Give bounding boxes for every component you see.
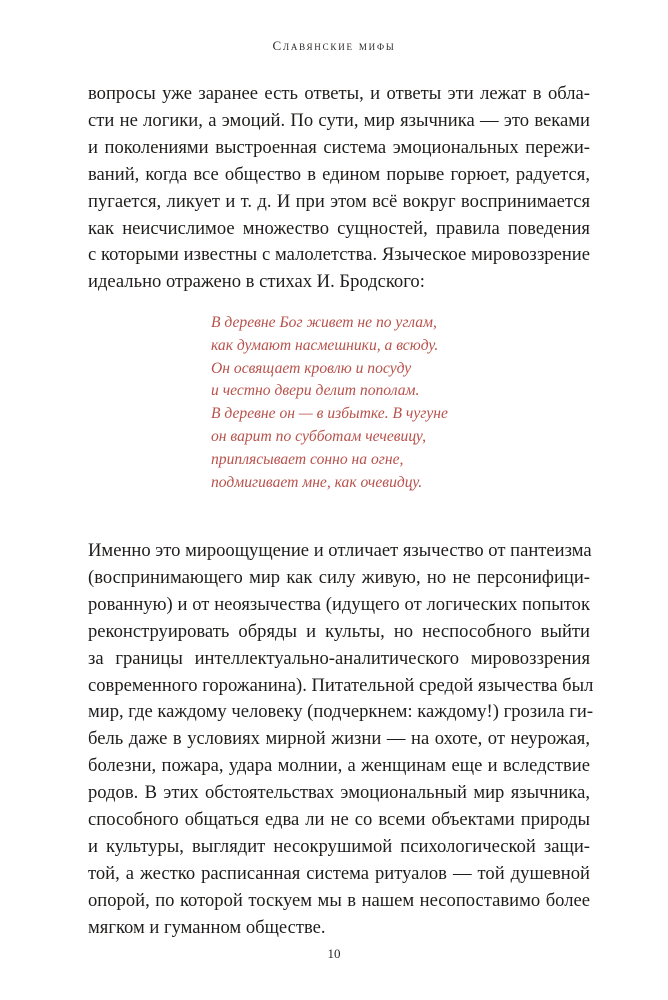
text-line: и поколениями выстроенная система эмоциональных пережи- [88,136,590,158]
paragraph-2 [88,538,594,942]
text-line: родов. В этих обстоятельствах эмоциональный мир язычника, [88,782,590,804]
verse-line: В деревне Бог живет не по углам, [211,314,437,331]
verse-quote [211,312,471,494]
text-line: способного общаться едва ли не со всеми объектами природы [88,809,590,831]
text-line: болезни, пожара, удара молнии, а женщинам еще и вследствие [88,755,590,777]
text-line: бель даже в условиях мирной жизни — на охоте, от неурожая, [88,728,590,750]
text-line: как неисчислимое множество сущностей, правила поведения [88,217,590,239]
text-line: с которыми известны с малолетства. Языческое мировоззрение [88,244,590,266]
verse-line: и честно двери делит пополам. [211,382,420,400]
text-line: той, а жестко расписанная система ритуалов — той душевной [88,862,590,884]
text-line: рованную) и от неоязычества (идущего от логических попыток [88,593,590,615]
verse-line: В деревне он — в избытке. В чугуне [211,405,448,423]
running-head: Славянские мифы [272,38,396,53]
verse-line: Он освящает кровлю и посуду [211,359,412,377]
text-line: ваний, когда все общество в едином порыве горюет, радуется, [88,163,590,185]
text-line: опорой, по которой тоскуем мы в нашем несопоставимо более [88,889,590,911]
text-line: (воспринимающего мир как силу живую, но не персонифици- [88,566,590,588]
text-line: мягком и гуманном обществе. [88,916,326,938]
text-line: сти не логики, а эмоций. По сути, мир язычника — это веками [88,109,590,131]
text-line: за границы интеллектуально-аналитического мировоззрения [88,647,590,669]
text-line: идеально отражено в стихах И. Бродского: [88,271,425,293]
verse-line: подмигивает мне, как очевидцу. [211,473,423,491]
text-line: мир, где каждому человеку (подчеркнем: каждому!) грозила ги- [88,701,594,723]
text-line: вопросы уже заранее есть ответы, и ответы эти лежат в обла- [88,83,590,104]
verse-line: приплясывает сонно на огне, [211,450,404,468]
text-line: и культуры, выглядит несокрушимой психологической защи- [88,835,590,857]
text-line: пугается, ликует и т. д. И при этом всё вокруг воспринимается [88,190,590,212]
page-number: 10 [327,946,341,961]
text-line: реконструировать обряды и культы, но неспособного выйти [88,620,590,642]
verse-line: как думают насмешники, а всюду. [211,336,439,354]
text-line: современного горожанина). Питательной средой язычества был [88,674,594,696]
text-line: Именно это мироощущение и отличает язычество от пантеизма [88,540,592,561]
paragraph-1 [88,81,590,296]
verse-line: он варит по субботам чечевицу, [211,427,426,445]
